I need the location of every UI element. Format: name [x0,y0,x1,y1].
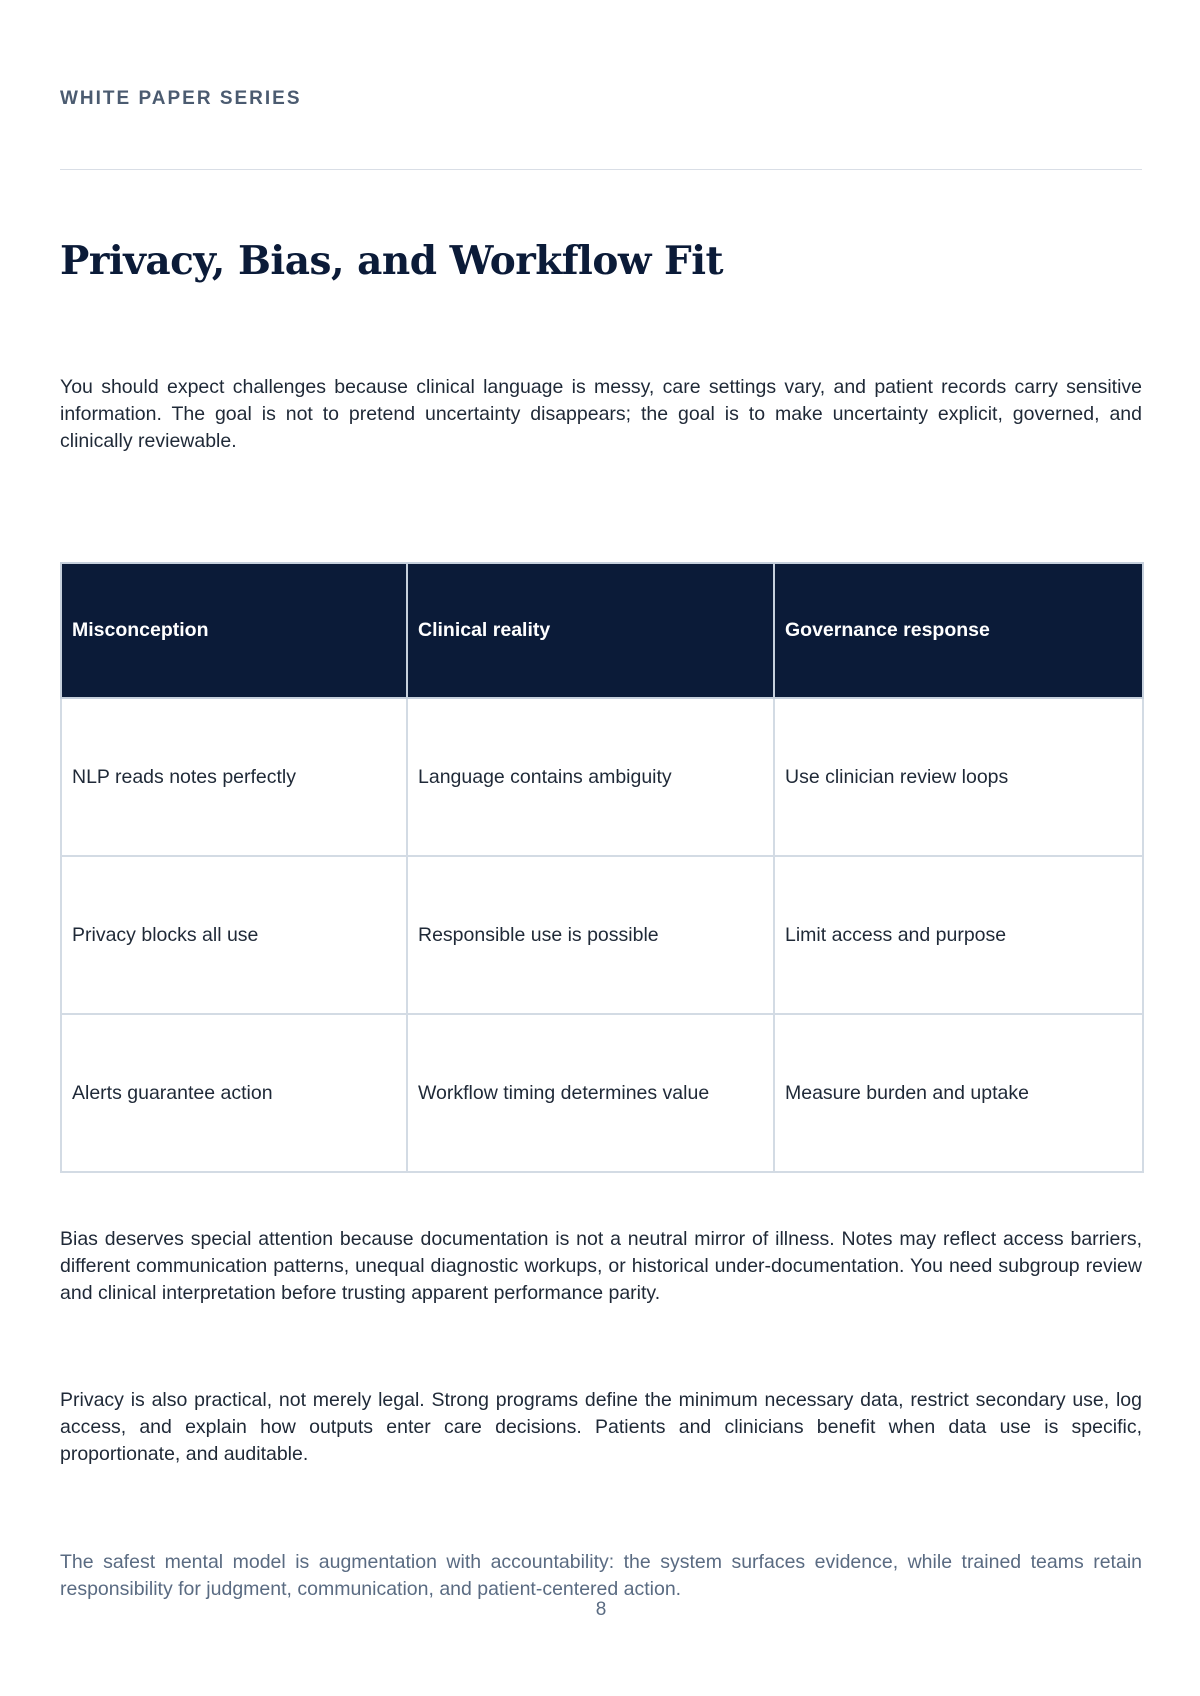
table-cell: Workflow timing determines value [407,1014,774,1172]
document-page [60,0,1142,1696]
table-row [61,698,1143,856]
column-header-misconception: Misconception [61,563,407,698]
table-cell: Responsible use is possible [407,856,774,1014]
table-header-row [61,563,1143,698]
header-divider [60,169,1142,170]
table-cell: NLP reads notes perfectly [61,698,407,856]
privacy-paragraph: Privacy is also practical, not merely legal. Strong programs define the minimum necessary data, restrict secondary use, log access, and explain how outputs enter care decisions. Patients and clinicians benefit when data use is specific, proportionate, and auditable. [60,1389,1142,1465]
table-cell: Privacy blocks all use [61,856,407,1014]
table-cell: Language contains ambiguity [407,698,774,856]
table-cell: Alerts guarantee action [61,1014,407,1172]
misconception-table [60,562,1144,1173]
table-cell: Limit access and purpose [774,856,1143,1014]
bias-paragraph: Bias deserves special attention because documentation is not a neutral mirror of illness. Notes may reflect access barriers, different communication patterns, unequal diagnostic workups, or historical under-documentation. You need subgroup review and clinical interpretation before trusting apparent performance parity. [60,1228,1142,1304]
closing-paragraph: The safest mental model is augmentation with accountability: the system surfaces evidence, while trained teams retain responsibility for judgment, communication, and patient-centered action. [60,1551,1142,1600]
table-row [61,1014,1143,1172]
column-header-governance-response: Governance response [774,563,1143,698]
series-label: WHITE PAPER SERIES [60,88,302,109]
column-header-clinical-reality: Clinical reality [407,563,774,698]
page-number: 8 [595,1599,607,1620]
table-cell: Measure burden and uptake [774,1014,1143,1172]
intro-paragraph: You should expect challenges because clinical language is messy, care settings vary, and patient records carry sensitive information. The goal is not to pretend uncertainty disappears; the goal is to make uncertainty explicit, governed, and clinically reviewable. [60,376,1142,452]
page-title: Privacy, Bias, and Workflow Fit [60,238,724,284]
table-row [61,856,1143,1014]
table-cell: Use clinician review loops [774,698,1143,856]
